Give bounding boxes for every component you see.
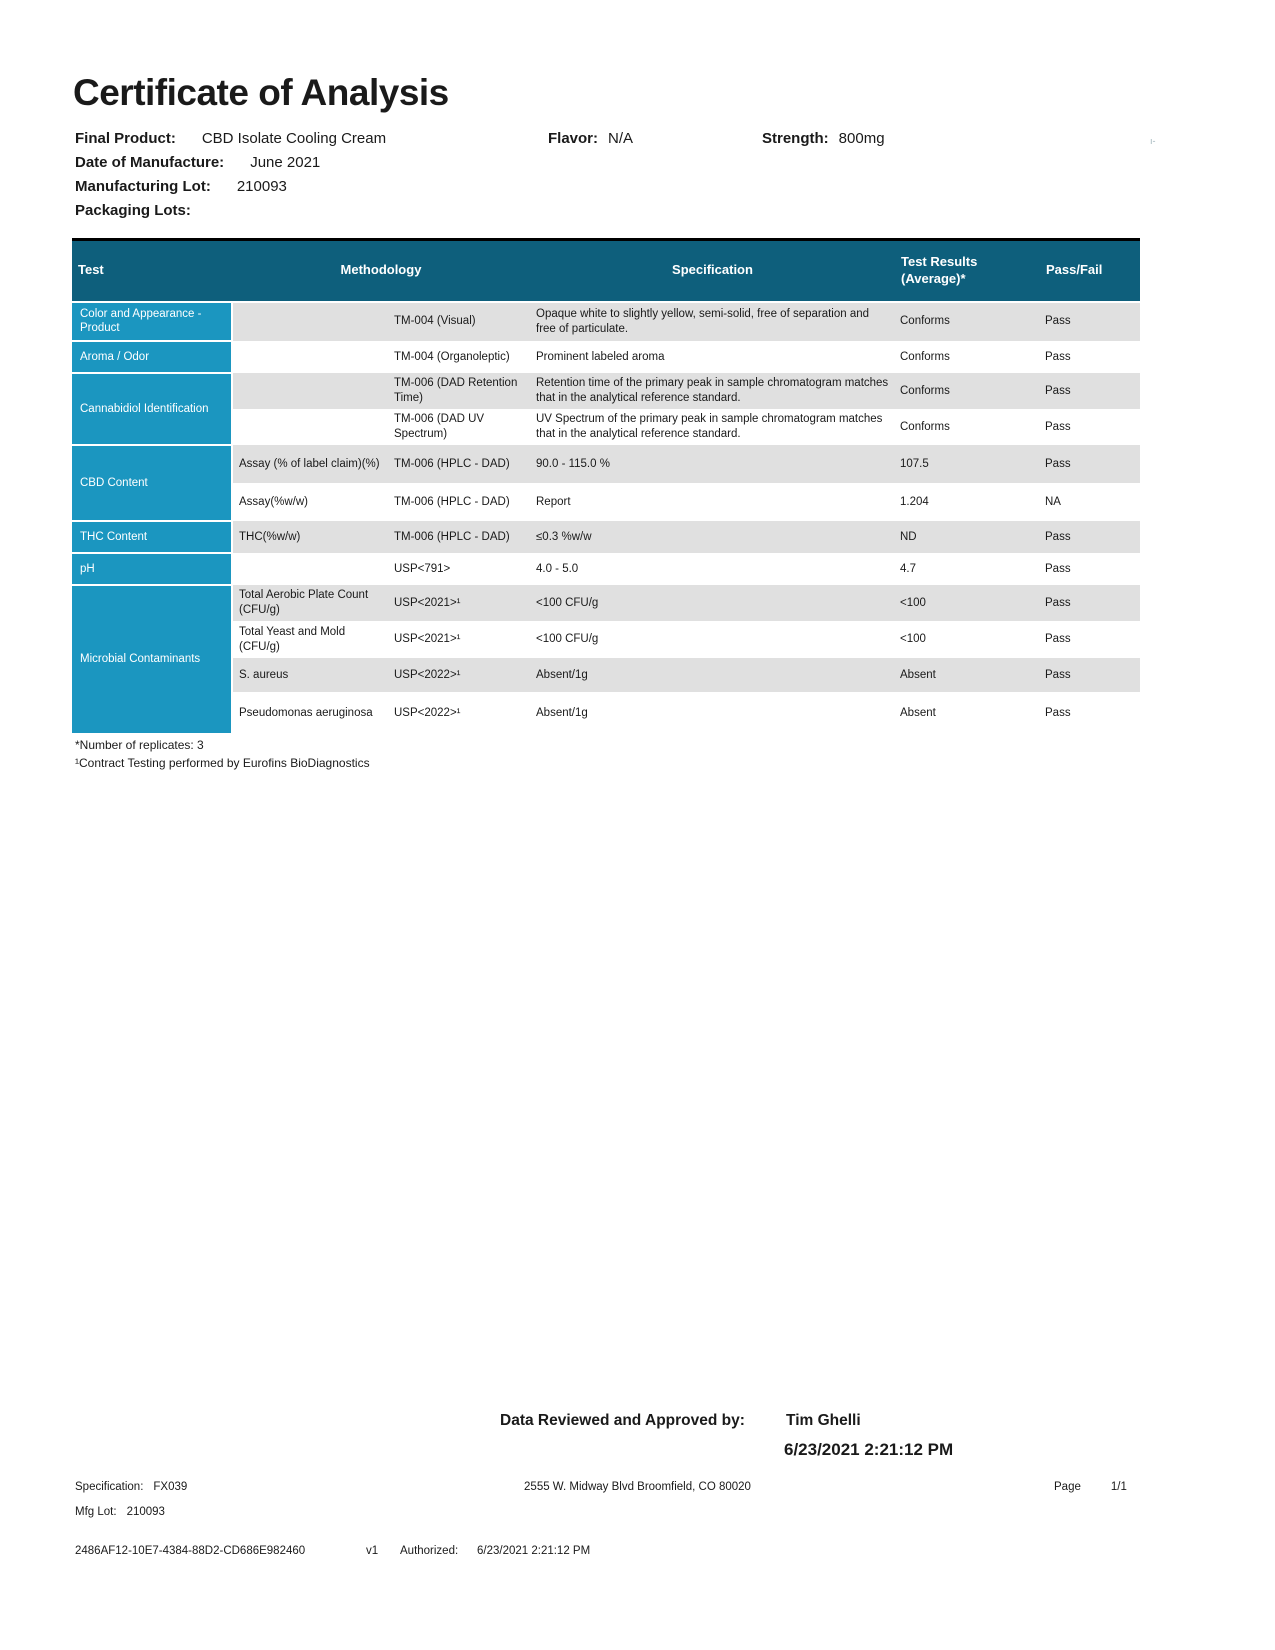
footer-mfg-lot bbox=[75, 1506, 165, 1518]
specification-cell: ≤0.3 %w/w bbox=[530, 521, 895, 553]
footer-address: 2555 W. Midway Blvd Broomfield, CO 80020 bbox=[524, 1481, 751, 1493]
date-of-manufacture-field bbox=[75, 154, 320, 171]
flavor-value: N/A bbox=[608, 130, 634, 147]
specification-cell: Absent/1g bbox=[530, 692, 895, 734]
result-cell: 1.204 bbox=[895, 483, 1040, 521]
date-of-manufacture-label: Date of Manufacture: bbox=[75, 154, 225, 171]
flavor-field bbox=[548, 130, 633, 147]
passfail-cell: Pass bbox=[1040, 409, 1140, 445]
page-label: Page bbox=[1054, 1481, 1081, 1493]
passfail-cell: Pass bbox=[1040, 585, 1140, 621]
analyte-cell: THC(%w/w) bbox=[232, 521, 388, 553]
result-cell: Conforms bbox=[895, 341, 1040, 373]
approver-name: Tim Ghelli bbox=[786, 1412, 861, 1429]
passfail-cell: Pass bbox=[1040, 621, 1140, 658]
analyte-cell bbox=[232, 341, 388, 373]
result-cell: Conforms bbox=[895, 302, 1040, 342]
table-row bbox=[72, 521, 1140, 553]
final-product-value: CBD Isolate Cooling Cream bbox=[201, 130, 387, 147]
specification-cell: Report bbox=[530, 483, 895, 521]
footnote-replicates: *Number of replicates: 3 bbox=[75, 738, 204, 752]
table-row bbox=[72, 692, 1140, 734]
final-product-label: Final Product: bbox=[75, 130, 176, 147]
col-header-methodology: Methodology bbox=[232, 240, 530, 302]
result-cell: Conforms bbox=[895, 409, 1040, 445]
flavor-label: Flavor: bbox=[548, 130, 599, 147]
col-header-test-results: Test Results (Average)* bbox=[895, 240, 1040, 302]
specification-label: Specification: bbox=[75, 1481, 144, 1493]
methodology-cell: TM-004 (Visual) bbox=[388, 302, 530, 342]
result-cell: 4.7 bbox=[895, 553, 1040, 585]
page-title: Certificate of Analysis bbox=[73, 72, 449, 113]
table-row bbox=[72, 445, 1140, 483]
passfail-cell: Pass bbox=[1040, 692, 1140, 734]
approval-datetime: 6/23/2021 2:21:12 PM bbox=[784, 1440, 954, 1459]
passfail-cell: Pass bbox=[1040, 553, 1140, 585]
analyte-cell: Total Yeast and Mold (CFU/g) bbox=[232, 621, 388, 658]
analyte-cell: Assay (% of label claim)(%) bbox=[232, 445, 388, 483]
specification-cell: UV Spectrum of the primary peak in sample chromatogram matches that in the analytical reference standard. bbox=[530, 409, 895, 445]
table-row bbox=[72, 658, 1140, 692]
manufacturing-lot-field bbox=[75, 178, 287, 195]
specification-cell: Retention time of the primary peak in sample chromatogram matches that in the analytical reference standard. bbox=[530, 373, 895, 409]
footer-page bbox=[1054, 1481, 1127, 1493]
manufacturing-lot-label: Manufacturing Lot: bbox=[75, 178, 211, 195]
packaging-lots-label: Packaging Lots: bbox=[75, 202, 191, 219]
methodology-cell: USP<791> bbox=[388, 553, 530, 585]
specification-cell: Prominent labeled aroma bbox=[530, 341, 895, 373]
table-row bbox=[72, 483, 1140, 521]
result-cell: 107.5 bbox=[895, 445, 1040, 483]
specification-cell: Absent/1g bbox=[530, 658, 895, 692]
specification-cell: Opaque white to slightly yellow, semi-solid, free of separation and free of particulate. bbox=[530, 302, 895, 342]
packaging-lots-field bbox=[75, 202, 217, 219]
passfail-cell: Pass bbox=[1040, 302, 1140, 342]
document-version: v1 bbox=[366, 1545, 379, 1557]
authorized-datetime: 6/23/2021 2:21:12 PM bbox=[477, 1545, 591, 1557]
analyte-cell bbox=[232, 553, 388, 585]
methodology-cell: TM-006 (DAD Retention Time) bbox=[388, 373, 530, 409]
methodology-cell: USP<2021>¹ bbox=[388, 621, 530, 658]
test-name-cell: THC Content bbox=[72, 521, 232, 553]
table-row bbox=[72, 621, 1140, 658]
specification-value: FX039 bbox=[153, 1481, 188, 1493]
manufacturing-lot-value: 210093 bbox=[236, 178, 287, 195]
passfail-cell: Pass bbox=[1040, 521, 1140, 553]
table-header-row bbox=[72, 240, 1140, 302]
table-row bbox=[72, 553, 1140, 585]
table-row bbox=[72, 341, 1140, 373]
mfg-lot-value: 210093 bbox=[126, 1506, 165, 1518]
test-name-cell: Color and Appearance - Product bbox=[72, 302, 232, 342]
test-name-cell: Microbial Contaminants bbox=[72, 585, 232, 734]
col-header-test: Test bbox=[72, 240, 232, 302]
col-header-pass-fail: Pass/Fail bbox=[1040, 240, 1140, 302]
strength-value: 800mg bbox=[838, 130, 885, 147]
coa-results-table bbox=[72, 238, 1140, 735]
result-cell: Absent bbox=[895, 658, 1040, 692]
methodology-cell: USP<2022>¹ bbox=[388, 658, 530, 692]
date-of-manufacture-value: June 2021 bbox=[250, 154, 321, 171]
analyte-cell bbox=[232, 302, 388, 342]
page-number: 1/1 bbox=[1110, 1481, 1127, 1493]
analyte-cell: S. aureus bbox=[232, 658, 388, 692]
strength-label: Strength: bbox=[762, 130, 829, 147]
result-cell: ND bbox=[895, 521, 1040, 553]
table-footnotes bbox=[75, 736, 370, 772]
passfail-cell: NA bbox=[1040, 483, 1140, 521]
methodology-cell: TM-006 (HPLC - DAD) bbox=[388, 521, 530, 553]
document-id: 2486AF12-10E7-4384-88D2-CD686E982460 bbox=[75, 1545, 306, 1557]
analyte-cell: Pseudomonas aeruginosa bbox=[232, 692, 388, 734]
methodology-cell: TM-006 (HPLC - DAD) bbox=[388, 445, 530, 483]
methodology-cell: TM-006 (HPLC - DAD) bbox=[388, 483, 530, 521]
passfail-cell: Pass bbox=[1040, 658, 1140, 692]
test-name-cell: pH bbox=[72, 553, 232, 585]
specification-cell: 90.0 - 115.0 % bbox=[530, 445, 895, 483]
approved-by-label: Data Reviewed and Approved by: bbox=[500, 1412, 745, 1429]
table-row bbox=[72, 302, 1140, 342]
authorized-label: Authorized: bbox=[400, 1545, 459, 1557]
strength-field bbox=[762, 130, 885, 147]
specification-cell: <100 CFU/g bbox=[530, 585, 895, 621]
methodology-cell: USP<2022>¹ bbox=[388, 692, 530, 734]
col-header-specification: Specification bbox=[530, 240, 895, 302]
specification-cell: <100 CFU/g bbox=[530, 621, 895, 658]
passfail-cell: Pass bbox=[1040, 445, 1140, 483]
methodology-cell: USP<2021>¹ bbox=[388, 585, 530, 621]
analyte-cell: Total Aerobic Plate Count (CFU/g) bbox=[232, 585, 388, 621]
result-cell: <100 bbox=[895, 585, 1040, 621]
passfail-cell: Pass bbox=[1040, 341, 1140, 373]
test-name-cell: Cannabidiol Identification bbox=[72, 373, 232, 445]
table-row bbox=[72, 585, 1140, 621]
result-cell: Conforms bbox=[895, 373, 1040, 409]
table-row bbox=[72, 409, 1140, 445]
test-name-cell: Aroma / Odor bbox=[72, 341, 232, 373]
result-cell: <100 bbox=[895, 621, 1040, 658]
methodology-cell: TM-006 (DAD UV Spectrum) bbox=[388, 409, 530, 445]
result-cell: Absent bbox=[895, 692, 1040, 734]
analyte-cell bbox=[232, 409, 388, 445]
footnote-contract-testing: ¹Contract Testing performed by Eurofins BioDiagnostics bbox=[75, 756, 370, 770]
analyte-cell: Assay(%w/w) bbox=[232, 483, 388, 521]
meta-line-1 bbox=[75, 130, 386, 147]
mfg-lot-label: Mfg Lot: bbox=[75, 1506, 117, 1518]
analyte-cell bbox=[232, 373, 388, 409]
table-row bbox=[72, 373, 1140, 409]
passfail-cell: Pass bbox=[1040, 373, 1140, 409]
stray-mark: ı- bbox=[1150, 136, 1156, 146]
specification-cell: 4.0 - 5.0 bbox=[530, 553, 895, 585]
methodology-cell: TM-004 (Organoleptic) bbox=[388, 341, 530, 373]
test-name-cell: CBD Content bbox=[72, 445, 232, 521]
